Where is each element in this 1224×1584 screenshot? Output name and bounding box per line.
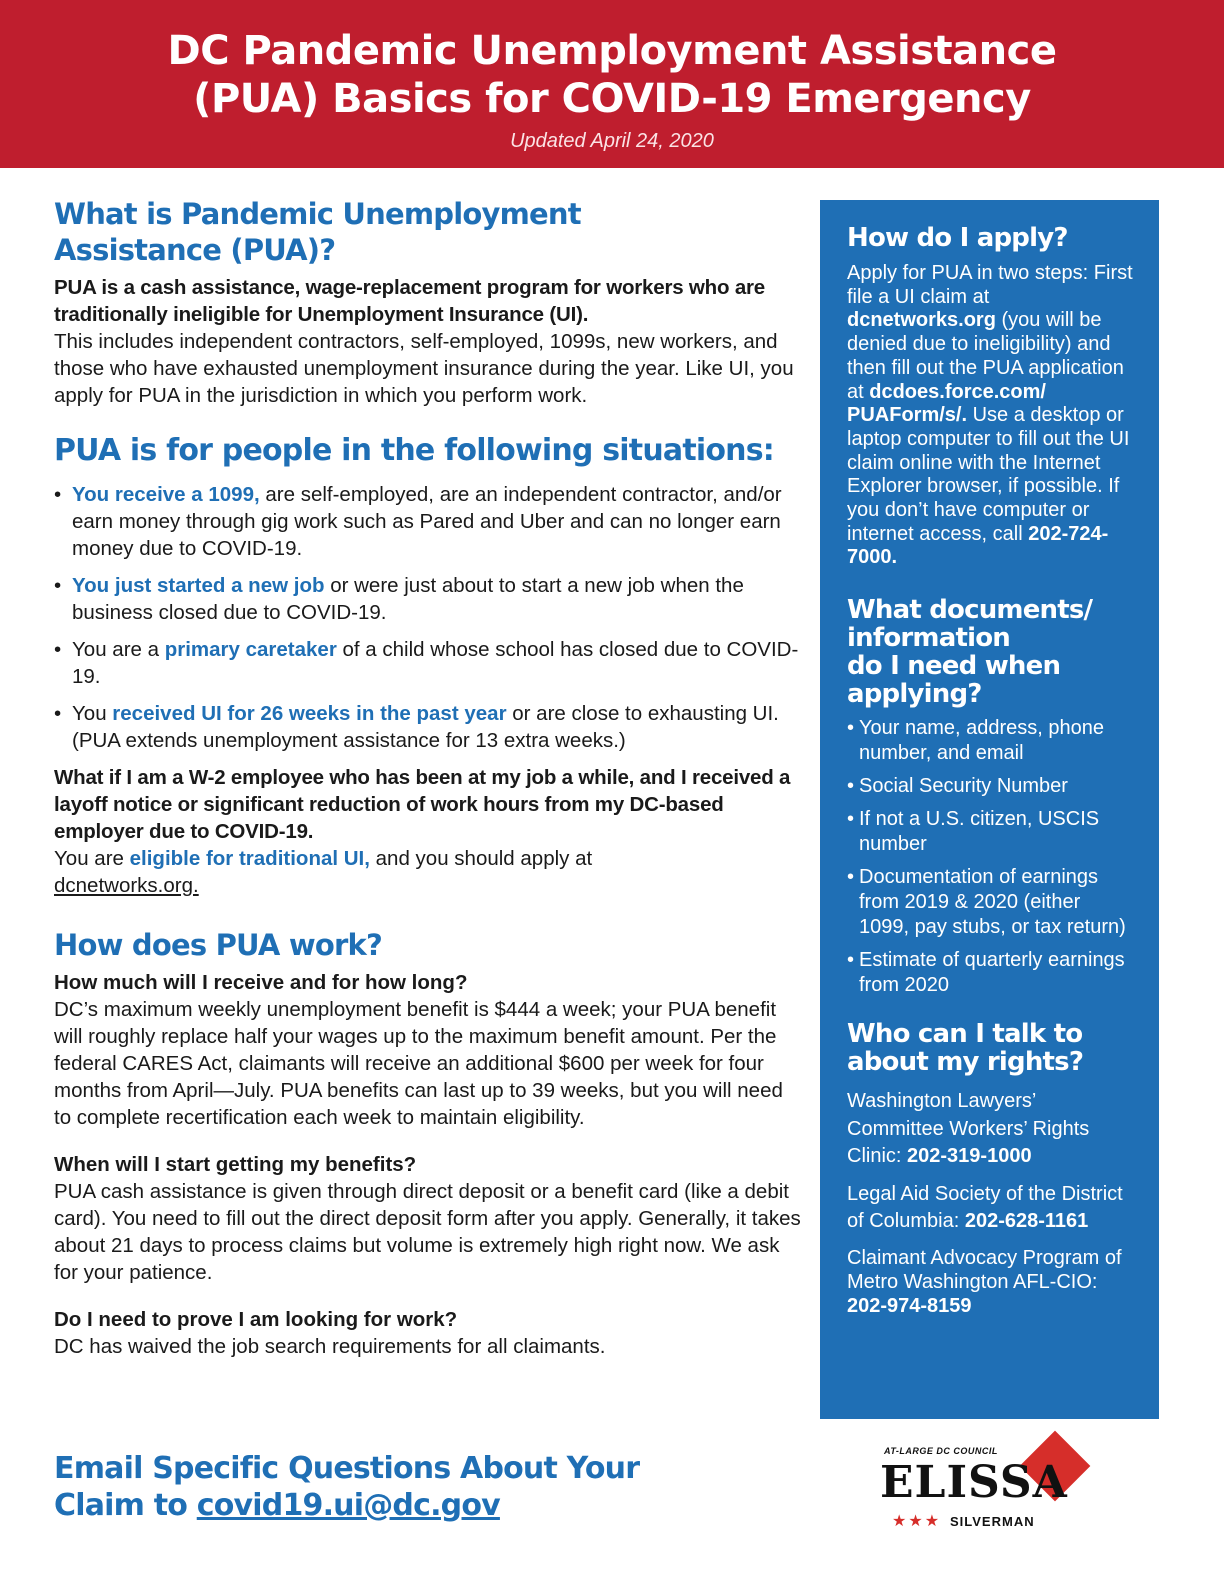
- what-is-heading: [54, 196, 804, 268]
- answer-timing: PUA cash assistance is given through direct deposit or a benefit card (like a debit card). You need to fill out the direct deposit form after you apply. Generally, it takes about 21 days to process claims but volume is extremely high right now. We ask for your patience.: [54, 1180, 801, 1284]
- w2-question: What if I am a W-2 employee who has been at my job a while, and I received a layoff notice or significant reduction of work hours from my DC-based employer due to COVID-19.: [54, 766, 791, 843]
- contact-phone: 202-628-1161: [964, 1210, 1089, 1233]
- page-title-line2: (PUA) Basics for COVID-19 Emergency: [193, 76, 1031, 122]
- situation-highlight: primary caretaker: [164, 638, 337, 661]
- page-title: [0, 0, 1224, 123]
- situation-highlight: You just started a new job: [72, 574, 325, 597]
- what-is-section: [54, 196, 804, 409]
- document-item: • Estimate of quarterly earnings from 2020: [847, 948, 1133, 998]
- document-item: • If not a U.S. citizen, USCIS number: [847, 807, 1133, 857]
- what-is-lead: PUA is a cash assistance, wage-replacement program for workers who are traditionally ineligible for Unemployment Insurance (UI).: [54, 276, 765, 326]
- contact-phone: 202-319-1000: [907, 1145, 1032, 1168]
- document-item: • Social Security Number: [847, 774, 1133, 799]
- elissa-silverman-logo: [872, 1434, 1102, 1534]
- email-address-link[interactable]: covid19.ui@dc.gov: [196, 1488, 500, 1523]
- dcnetworks-link[interactable]: dcnetworks.org: [847, 309, 996, 332]
- logo-last-name: SILVERMAN: [950, 1514, 1035, 1529]
- situation-highlight: You receive a 1099,: [72, 483, 260, 506]
- contact-item: Claimant Advocacy Program of Metro Washington AFL-CIO: 202-974-8159: [847, 1246, 1122, 1317]
- situations-heading: PUA is for people in the following situations:: [54, 433, 774, 468]
- email-cta: Email Specific Questions About Your Claim to covid19.ui@dc.gov: [54, 1451, 640, 1523]
- email-cta-line1: Email Specific Questions About Your: [54, 1451, 640, 1486]
- w2-highlight: eligible for traditional UI,: [129, 847, 370, 870]
- sidebar: [820, 200, 1159, 1419]
- apply-heading: How do I apply?: [847, 223, 1068, 253]
- apply-text: Apply for PUA in two steps: First file a UI claim at dcnetworks.org (you will be denied due to ineligibility) and then fill out the PUA application at dcdoes.force.com/ PUAForm/s/. Use a desktop or laptop computer to fill out the UI claim online with the Internet Explorer browser, if possible. If you don’t have computer or internet access, call 202-724-7000.: [847, 262, 1133, 569]
- situations-list: [54, 481, 804, 754]
- main-column: [54, 196, 804, 1360]
- what-is-heading-line1: What is Pandemic Unemployment: [54, 197, 581, 231]
- documents-list: [847, 716, 1133, 998]
- page-title-line1: DC Pandemic Unemployment Assistance: [167, 28, 1057, 74]
- contact-item: Washington Lawyers’ Committee Workers’ Rights Clinic: 202-319-1000: [847, 1090, 1090, 1168]
- contacts-list: [847, 1088, 1133, 1318]
- pua-form-link[interactable]: dcdoes.force.com/ PUAForm/s/.: [847, 380, 1046, 427]
- how-work-heading: How does PUA work?: [54, 928, 382, 962]
- logo-stars-icon: ★★★: [892, 1513, 942, 1530]
- document-item: • Your name, address, phone number, and email: [847, 716, 1133, 766]
- answer-job-search: DC has waived the job search requirements for all claimants.: [54, 1335, 606, 1358]
- document-item: • Documentation of earnings from 2019 & 2020 (either 1099, pay stubs, or tax return): [847, 865, 1133, 940]
- contact-phone: 202-974-8159: [847, 1294, 972, 1317]
- phone-number: 202-724-7000.: [847, 522, 1109, 569]
- situation-item: • You are a primary caretaker of a child whose school has closed due to COVID-19.: [54, 636, 804, 690]
- situation-highlight: received UI for 26 weeks in the past year: [112, 702, 507, 725]
- documents-heading: What documents/ information do I need when applying?: [847, 595, 1093, 710]
- updated-date: Updated April 24, 2020: [510, 130, 714, 152]
- dcnetworks-link[interactable]: dcnetworks.org.: [54, 874, 199, 897]
- question-amount: How much will I receive and for how long?: [54, 971, 468, 994]
- logo-first-name: ELISSA: [880, 1457, 1068, 1508]
- how-work-section: [54, 927, 804, 1360]
- what-is-heading-line2: Assistance (PUA)?: [54, 233, 336, 267]
- header-banner: [0, 0, 1224, 168]
- situations-section: [54, 433, 804, 899]
- situation-item: • You receive a 1099, are self-employed, are an independent contractor, and/or earn money through gig work such as Pared and Uber and can no longer earn money due to COVID-19.: [54, 481, 804, 562]
- w2-answer: You are eligible for traditional UI, and you should apply at dcnetworks.org.: [54, 847, 593, 897]
- logo-council-text: AT-LARGE DC COUNCIL: [884, 1446, 998, 1456]
- question-timing: When will I start getting my benefits?: [54, 1153, 417, 1176]
- contact-item: Legal Aid Society of the District of Columbia: 202-628-1161: [847, 1182, 1123, 1233]
- rights-heading: Who can I talk to about my rights?: [847, 1019, 1084, 1078]
- situation-item: • You just started a new job or were just about to start a new job when the business closed due to COVID-19.: [54, 572, 804, 626]
- answer-amount: DC’s maximum weekly unemployment benefit is $444 a week; your PUA benefit will roughly replace half your wages up to the maximum benefit amount. Per the federal CARES Act, claimants will receive an additional $600 per week for four months from April—July. PUA benefits can last up to 39 weeks, but you will need to complete recertification each week to maintain eligibility.: [54, 998, 783, 1129]
- what-is-body: This includes independent contractors, self-employed, 1099s, new workers, and those who have exhausted unemployment insurance during the year. Like UI, you apply for PUA in the jurisdiction in which you perform work.: [54, 330, 794, 407]
- situation-item: • You received UI for 26 weeks in the past year or are close to exhausting UI. (PUA extends unemployment assistance for 13 extra weeks.): [54, 700, 804, 754]
- question-job-search: Do I need to prove I am looking for work?: [54, 1308, 458, 1331]
